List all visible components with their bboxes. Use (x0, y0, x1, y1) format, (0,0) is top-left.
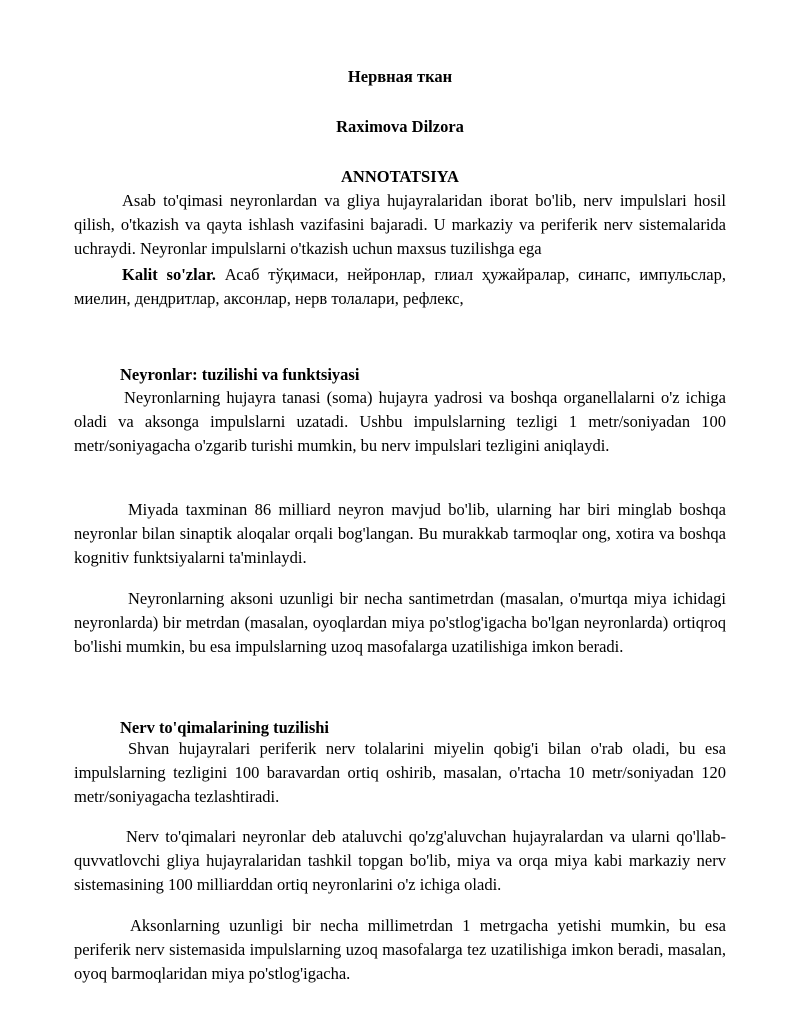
section1-heading: Neyronlar: tuzilishi va funktsiyasi (120, 365, 360, 384)
section1-paragraph-2-text: Miyada taxminan 86 milliard neyron mavjud bo'lib, ularning har biri minglab boshqa neyronlar bilan sinaptik aloqalar orqali bog'langan. Bu murakkab tarmoqlar ong, xotira va boshqa kognitiv funktsiyalarni ta'minlaydi. (74, 500, 726, 567)
section2-paragraph-1 (74, 737, 726, 809)
keywords-paragraph (74, 263, 726, 311)
document-title: Нервная ткан (347, 67, 453, 86)
keywords-label: Kalit so'zlar. (122, 265, 216, 284)
annotation-text: Asab to'qimasi neyronlardan va gliya hujayralaridan iborat bo'lib, nerv impulslari hosil qilish, o'tkazish va qayta ishlash vazifasini bajaradi. U markaziy va periferik nerv sistemalarida uchraydi. Neyronlar impulslarni o'tkazish uchun maxsus tuzilishga ega (74, 191, 726, 258)
section1-paragraph-2 (74, 498, 726, 570)
section2-paragraph-2-text: Nerv to'qimalari neyronlar deb ataluvchi qo'zg'aluvchan hujayralardan va ularni qo'llab-quvvatlovchi gliya hujayralaridan tashkil topgan bo'lib, miya va orqa miya kabi markaziy nerv sistemasining 100 milliarddan ortiq neyronlarini o'z ichiga oladi. (74, 827, 726, 894)
keywords-text: Асаб тўқимаси, нейронлар, глиал ҳужайралар, синапс, импульслар, миелин, дендритлар, аксонлар, нерв толалари, рефлекс, (74, 265, 726, 308)
annotation-heading: ANNOTATSIYA (341, 167, 459, 186)
section2-paragraph-3-text: Aksonlarning uzunligi bir necha millimetrdan 1 metrgacha yetishi mumkin, bu esa periferik nerv sistemasida impulslarning uzoq masofalarga tez uzatilishiga imkon beradi, masalan, oyoq barmoqlaridan miya po'stlog'igacha. (74, 916, 726, 983)
section2-paragraph-1-text: Shvan hujayralari periferik nerv tolalarini miyelin qobig'i bilan o'rab oladi, bu esa impulslarning tezligini 100 baravardan ortiq oshirib, masalan, o'rtacha 10 metr/soniyadan 120 metr/soniyagacha tezlashtiradi. (74, 739, 726, 806)
annotation-paragraph (74, 189, 726, 261)
section1-paragraph-1 (74, 386, 726, 458)
section2-paragraph-3 (74, 914, 726, 986)
section1-paragraph-3 (74, 587, 726, 659)
section1-paragraph-3-text: Neyronlarning aksoni uzunligi bir necha santimetrdan (masalan, o'murtqa miya ichidagi neyronlarda) bir metrdan (masalan, oyoqlardan miya po'stlog'igacha bo'lgan neyronlarda) ortiqroq bo'lishi mumkin, bu esa impulslarning uzoq masofalarga uzatilishiga imkon beradi. (74, 589, 726, 656)
author-name: Raximova Dilzora (336, 117, 464, 136)
section1-paragraph-1-text: Neyronlarning hujayra tanasi (soma) hujayra yadrosi va boshqa organellalarni o'z ichiga oladi va aksonga impulslarni uzatadi. Ushbu impulslarning tezligi 1 metr/soniyadan 100 metr/soniyagacha o'zgarib turishi mumkin, bu nerv impulslari tezligini aniqlaydi. (74, 388, 726, 455)
section2-paragraph-2 (74, 825, 726, 897)
section2-heading: Nerv to'qimalarining tuzilishi (120, 718, 330, 737)
